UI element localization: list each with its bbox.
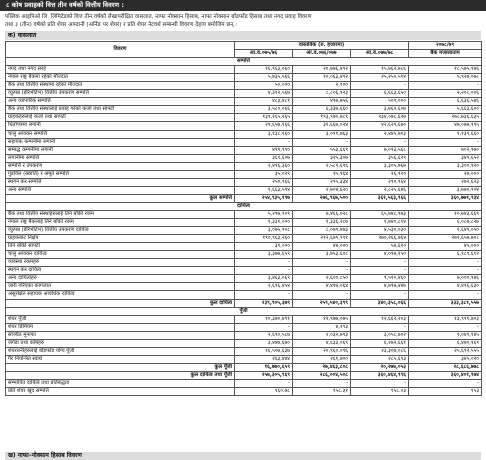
value-cell-year-2: - bbox=[293, 138, 351, 146]
value-cell-year-4: ६,४७०,१६९ bbox=[409, 339, 482, 347]
value-cell-year-2: २,७०४,६२० bbox=[293, 186, 351, 194]
value-cell-year-1: - bbox=[235, 267, 293, 275]
row-label: चालु आयकर दायित्व bbox=[6, 251, 235, 259]
value-cell-year-3: २८५,६९३ bbox=[351, 355, 409, 363]
table-row bbox=[6, 178, 482, 186]
table-row bbox=[6, 74, 482, 82]
row-label: सहायक कम्पनीमा लगानी bbox=[6, 138, 235, 146]
value-cell-year-3: २७०,२६६,७६४ bbox=[351, 235, 409, 243]
value-cell-year-3: - bbox=[351, 259, 409, 267]
value-cell-year-2: २०,९६०,०९६ bbox=[293, 347, 351, 355]
value-cell-year-4: १५३ bbox=[409, 388, 482, 396]
value-cell-year-2: ३१,६६७,०२४ bbox=[293, 122, 351, 130]
table-row bbox=[6, 138, 482, 146]
row-label: लगानीमा सम्पत्ति bbox=[6, 154, 235, 162]
value-cell-year-1: २५४,९३५,१९७ bbox=[235, 194, 293, 202]
total-row bbox=[6, 299, 482, 307]
row-label: नेपाल राष्ट्र बैंकलाई तिर्न बाँकी रकम bbox=[6, 219, 235, 227]
value-cell-year-2: २९५,३३४ bbox=[293, 178, 351, 186]
value-cell-year-3: ३,७६०,६०७ bbox=[351, 106, 409, 114]
intro-line-1: पब्लिक आइपिओ लि. लिमिटेडको वित्त तीन वर्षको लेखापरीक्षित वासलात, नाफा नोक्सान हिसाब, नाफा नोक्सान बाँडफाँड हिसाब तथा नगद प्रवाह विवरण bbox=[5, 14, 312, 20]
row-label: अन्य व्यापारिक सम्पत्ति bbox=[6, 98, 235, 106]
value-cell-year-2: ३,०९१,७६३ bbox=[293, 130, 351, 138]
value-cell-year-4: ७०२,९७० bbox=[409, 146, 482, 154]
value-cell-year-2: २८६,००४,५०८ bbox=[293, 371, 351, 379]
value-cell-year-3: २,४४५,७१३ bbox=[351, 130, 409, 138]
value-cell-year-3: - bbox=[351, 138, 409, 146]
value-cell-year-3: ३६१,५६३,९६६ bbox=[351, 194, 409, 202]
row-label: चालु आयकर सम्पत्ति bbox=[6, 130, 235, 138]
value-cell-year-3: २,८२५,६४६ bbox=[351, 186, 409, 194]
row-label: सम्बद्ध कम्पनीमा लगानी bbox=[6, 146, 235, 154]
value-cell-year-2: ७,४६६,०२८ bbox=[293, 210, 351, 218]
value-cell-year-4: १८,५७५,१७६ bbox=[409, 66, 482, 74]
total-row bbox=[6, 194, 482, 202]
column-header-projected: २०७८/७९ bbox=[409, 42, 482, 50]
value-cell-year-2: २,०३२,७९३ bbox=[293, 331, 351, 339]
table-row bbox=[6, 347, 482, 355]
table-row bbox=[6, 154, 482, 162]
row-label: ग्राहकबाट निक्षेप bbox=[6, 235, 235, 243]
row-label: स्थगन कर दायित्व bbox=[6, 267, 235, 275]
value-cell-year-1: ३५,०२९ bbox=[235, 170, 293, 178]
value-cell-year-2: १,३३६,२८७ bbox=[293, 219, 351, 227]
table-row bbox=[6, 243, 482, 251]
table-row bbox=[6, 122, 482, 130]
column-header-year-3: आ.व.०७७/७८ bbox=[351, 50, 409, 58]
value-cell-year-1: ३,०७५,९०८ bbox=[235, 227, 293, 235]
table-row bbox=[6, 283, 482, 291]
column-header-year-1: आ.व.०७५/७६ bbox=[235, 50, 293, 58]
column-header-year-2: आ.व.०७६/०७७ bbox=[293, 50, 351, 58]
row-label: कुल दायित्व तथा पूँजी bbox=[6, 371, 235, 379]
table-row bbox=[6, 323, 482, 331]
row-label: अन्य दायित्वहरु bbox=[6, 275, 235, 283]
value-cell-year-2: २७,४६३,८०८ bbox=[293, 363, 351, 371]
value-cell-year-4: ३,७७०,९०४ bbox=[409, 186, 482, 194]
value-cell-year-4: ६,९८९,६१२ bbox=[409, 251, 482, 259]
table-row bbox=[6, 66, 482, 74]
value-cell-year-4: २७,००० bbox=[409, 170, 482, 178]
row-label: कुल पूँजी bbox=[6, 363, 235, 371]
table-row bbox=[6, 162, 482, 170]
value-cell-year-1: २५७,३०५,९६९ bbox=[235, 371, 293, 379]
value-cell-year-2: - bbox=[293, 379, 351, 387]
table-row bbox=[6, 251, 482, 259]
row-label: असुरक्षित सहायक आवधिक दायित्व bbox=[6, 291, 235, 299]
table-row bbox=[6, 210, 482, 218]
value-cell-year-3: ४२,६२९,६७० bbox=[351, 122, 409, 130]
value-cell-year-1: ३,१३८,१६० bbox=[235, 130, 293, 138]
value-cell-year-1: १६,७७०,६५९ bbox=[235, 363, 293, 371]
row-label: नेपाल राष्ट्र बैंकमा रहेको मौज्दात bbox=[6, 74, 235, 82]
value-cell-year-2: ५५३,६६९ bbox=[293, 146, 351, 154]
value-cell-year-1: ३,३७७,६५९ bbox=[235, 251, 293, 259]
value-cell-year-3: ३,३०५,७६७ bbox=[351, 162, 409, 170]
group-heading-label: पूँजी bbox=[6, 307, 482, 315]
value-cell-year-3: ३६०,४६४,९९६ bbox=[351, 371, 409, 379]
value-cell-year-1: ५०,००० bbox=[235, 82, 293, 90]
row-label: स्थगन कर सम्पत्ति bbox=[6, 178, 235, 186]
value-cell-year-4: २७१,६५७,७०८ bbox=[409, 235, 482, 243]
value-cell-year-2: ८,०७९,४७३ bbox=[293, 227, 351, 235]
value-cell-year-4: ७,०००,९४६ bbox=[409, 275, 482, 283]
table-row bbox=[6, 291, 482, 299]
table-row bbox=[6, 186, 482, 194]
value-cell-year-3: ६,२७२,६६१ bbox=[351, 339, 409, 347]
row-label: जगेडा तथा कोषहरु bbox=[6, 339, 235, 347]
value-cell-year-2: ६,३३७,६६० bbox=[293, 106, 351, 114]
value-cell-year-4: - bbox=[409, 259, 482, 267]
value-cell-year-2: २०,७७६,४९२ bbox=[293, 66, 351, 74]
table-row bbox=[6, 339, 482, 347]
value-cell-year-1: - bbox=[235, 138, 293, 146]
value-cell-year-3: १२,६६२,२०३ bbox=[351, 315, 409, 323]
value-cell-year-4: ६,०८७,८२७ bbox=[409, 219, 482, 227]
value-cell-year-1: ३६९,६०७ bbox=[235, 154, 293, 162]
value-cell-year-3: १,७४०,८१४ bbox=[351, 219, 409, 227]
column-header-actual: वास्तविक (रु. हजारमा) bbox=[235, 42, 409, 50]
value-cell-year-2: १५८.३१ bbox=[293, 388, 351, 396]
table-row bbox=[6, 267, 482, 275]
value-cell-year-4: २,२०८,००६ bbox=[409, 90, 482, 98]
value-cell-year-3: १५,७६२,७८६ bbox=[351, 66, 409, 74]
table-row bbox=[6, 331, 482, 339]
intro-paragraph bbox=[5, 13, 483, 29]
table-row bbox=[6, 379, 482, 387]
row-label: बैंक तथा वित्तीय संस्थाहरुलाई तिर्न बाँकी रकम bbox=[6, 210, 235, 218]
value-cell-year-4: - bbox=[409, 291, 482, 299]
value-cell-year-3: १५८.०३ bbox=[351, 388, 409, 396]
value-cell-year-1: ४८३,४८१ bbox=[235, 98, 293, 106]
value-cell-year-1: - bbox=[235, 379, 293, 387]
value-cell-year-1: ३,४६३,०६९ bbox=[235, 275, 293, 283]
row-label: अन्य सम्पत्ति bbox=[6, 186, 235, 194]
table-row bbox=[6, 275, 482, 283]
value-cell-year-4: ३४९,६५२ bbox=[409, 154, 482, 162]
value-cell-year-4: - bbox=[409, 82, 482, 90]
row-label: नगद तथा नगद सरह bbox=[6, 66, 235, 74]
group-heading-label: दायित्व bbox=[6, 202, 482, 210]
value-cell-year-3: - bbox=[351, 267, 409, 275]
value-cell-year-1: ३,५८०,०६६ bbox=[235, 106, 293, 114]
value-cell-year-1: २,४९६,३६० bbox=[235, 162, 293, 170]
column-header-particulars: विवरण bbox=[6, 42, 235, 58]
value-cell-year-4: ३६०,४०१,९७४ bbox=[409, 371, 482, 379]
value-cell-year-1: १९०,९६३,२६० bbox=[235, 235, 293, 243]
row-label: ग्राहकहरुलाई कर्जा तथा सापटी bbox=[6, 114, 235, 122]
value-cell-year-2: ४,२९३ bbox=[293, 323, 351, 331]
value-cell-year-2: - bbox=[293, 259, 351, 267]
section-header: ८ कोष प्रवाहको वित्त तीन वर्षको वित्तीय विवरण : bbox=[0, 0, 486, 11]
value-cell-year-2: ४,६३३,०६९ bbox=[293, 339, 351, 347]
value-cell-year-1: २६३,४४४ bbox=[235, 355, 293, 363]
value-cell-year-3: ३,०५८,७०२ bbox=[351, 331, 409, 339]
value-cell-year-1: १०,३७०,४९१ bbox=[235, 315, 293, 323]
value-cell-year-4: २८,६८६,७७८ bbox=[409, 363, 482, 371]
row-label: बैंक तथा वित्तीय संस्थालाई प्रवाह गरेको कर्जा तथा सापटी bbox=[6, 106, 235, 114]
row-label: गुडविल (ख्याति) र अमूर्त सम्पत्ति bbox=[6, 170, 235, 178]
value-cell-year-2: २,६००,८५० bbox=[293, 275, 351, 283]
value-cell-year-3: ९,५१०,४६० bbox=[351, 275, 409, 283]
value-cell-year-3: - bbox=[351, 82, 409, 90]
value-cell-year-1: ५,२९७,९०९ bbox=[235, 210, 293, 218]
group-heading-row bbox=[6, 307, 482, 315]
value-cell-year-2: ४९७,७५६ bbox=[293, 98, 351, 106]
row-label: शेयरधनीहरुलाई बाँडफाँड योग्य पूँजी bbox=[6, 347, 235, 355]
table-row bbox=[6, 98, 482, 106]
value-cell-year-4: ३,३००,९२० bbox=[409, 162, 482, 170]
value-cell-year-1: १६,५०७,६३७ bbox=[235, 347, 293, 355]
value-cell-year-2: १९३,९७०,७८९ bbox=[293, 114, 351, 122]
total-row bbox=[6, 371, 482, 379]
value-cell-year-3: ४,७९७,४४७ bbox=[351, 283, 409, 291]
profit-loss-heading: ख) नाफा–नोक्सान हिसाब विवरण bbox=[5, 452, 481, 460]
balance-sheet-heading: क) वासलात bbox=[5, 31, 481, 40]
table-row bbox=[6, 82, 482, 90]
table-row bbox=[6, 388, 482, 396]
value-cell-year-1: १६०.७८ bbox=[235, 388, 293, 396]
value-cell-year-3: २५,२५०,५१४ bbox=[351, 74, 409, 82]
value-cell-year-2: ३२५,३०७ bbox=[293, 154, 351, 162]
value-cell-year-3: ३५६,६२९ bbox=[351, 154, 409, 162]
group-heading-row bbox=[6, 202, 482, 210]
value-cell-year-1: ३,४४७,६७० bbox=[235, 339, 293, 347]
value-cell-year-4: - bbox=[409, 138, 482, 146]
value-cell-year-1: ४९९,९९० bbox=[235, 146, 293, 154]
group-heading-row bbox=[6, 58, 482, 66]
value-cell-year-2: ८,८०६,९२३ bbox=[293, 90, 351, 98]
row-label: जारी गरिएका कागजात bbox=[6, 283, 235, 291]
value-cell-year-4: २७८,७३६,६३५ bbox=[409, 114, 482, 122]
value-cell-year-4: ३४५,०२० bbox=[409, 355, 482, 363]
row-label: गैर नियन्त्रित स्वार्थ bbox=[6, 355, 235, 363]
value-cell-year-2: ४,४१७,०६४ bbox=[293, 283, 351, 291]
value-cell-year-2: २१२,६७९,९९१ bbox=[293, 235, 351, 243]
value-cell-year-2: १०,०६३,४९२ bbox=[293, 74, 351, 82]
table-row bbox=[6, 259, 482, 267]
row-label: शेयर पूँजी bbox=[6, 315, 235, 323]
total-row bbox=[6, 363, 482, 371]
row-label: व्युत्पन्न (डेरिभेटिभ) वित्तीय उपकरण दायित्व bbox=[6, 227, 235, 235]
row-label: धितोपत्रमा लगानी bbox=[6, 122, 235, 130]
value-cell-year-4: - bbox=[409, 323, 482, 331]
table-row bbox=[6, 235, 482, 243]
balance-sheet-table bbox=[5, 41, 482, 396]
value-cell-year-2: - bbox=[293, 291, 351, 299]
value-cell-year-3: ३४०,३५८,०६६ bbox=[351, 299, 409, 307]
value-cell-year-1: ३९,००० bbox=[235, 243, 293, 251]
value-cell-year-3: ५०९,००० bbox=[351, 98, 409, 106]
value-cell-year-3: ६५,७४८,९७३ bbox=[351, 210, 409, 218]
value-cell-year-1: - bbox=[235, 259, 293, 267]
row-label: कुल सम्पत्ति bbox=[6, 194, 235, 202]
value-cell-year-2: २५९,५४०,३९९ bbox=[293, 299, 351, 307]
row-label: तिर्न बाँकी सापटी bbox=[6, 243, 235, 251]
value-cell-year-1: २९,६५७,१६६ bbox=[235, 122, 293, 130]
value-cell-year-1: १,६६३,५९४ bbox=[235, 186, 293, 194]
value-cell-year-4: ३३३,३८१,५५७ bbox=[409, 299, 482, 307]
table-row bbox=[6, 315, 482, 323]
value-cell-year-3: ७,०९३,५६८ bbox=[351, 146, 409, 154]
value-cell-year-4: १,१३९,६६० bbox=[409, 130, 482, 138]
table-row bbox=[6, 90, 482, 98]
value-cell-year-1: ५,७३५,५६६ bbox=[235, 74, 293, 82]
value-cell-year-1: - bbox=[235, 291, 293, 299]
value-cell-year-3: ४,५३०,०३० bbox=[351, 227, 409, 235]
group-heading-label: सम्पत्ति bbox=[6, 58, 482, 66]
value-cell-year-4: - bbox=[409, 379, 482, 387]
value-cell-year-1: २,६९०,५८७ bbox=[235, 331, 293, 339]
value-cell-year-2: ४४,००० bbox=[293, 243, 351, 251]
value-cell-year-3: २६,९२० bbox=[351, 170, 409, 178]
value-cell-year-1: २५०,९६६ bbox=[235, 178, 293, 186]
value-cell-year-3: - bbox=[351, 379, 409, 387]
value-cell-year-3: २३४,०७८,६२७ bbox=[351, 114, 409, 122]
table-row bbox=[6, 130, 482, 138]
table-row bbox=[6, 227, 482, 235]
value-cell-year-4: ६,६३६,५४६ bbox=[409, 98, 482, 106]
value-cell-year-1: १३९,१६५,२६५ bbox=[235, 114, 293, 122]
value-cell-year-3: २०,२७७,०५३ bbox=[351, 363, 409, 371]
row-label: बैंक तथा वित्तीय संस्थामा रहेको मौज्दात bbox=[6, 82, 235, 90]
value-cell-year-2: - bbox=[293, 267, 351, 275]
value-cell-year-4: १०,७४३,६६९ bbox=[409, 210, 482, 218]
row-label: सञ्चित मुनाफा bbox=[6, 331, 235, 339]
value-cell-year-3: ४,०९७,१५० bbox=[351, 251, 409, 259]
row-label: शेयर प्रिमियम bbox=[6, 323, 235, 331]
value-cell-year-2: २६१,७०० bbox=[293, 355, 351, 363]
table-row bbox=[6, 106, 482, 114]
value-cell-year-4: ५,६६३,६०० bbox=[409, 106, 482, 114]
row-label: सम्भावित दायित्व तथा प्रतिबद्धता bbox=[6, 379, 235, 387]
value-cell-year-4: १,६४९,०५० bbox=[409, 227, 482, 235]
value-cell-year-4: १३,९९१,७०३ bbox=[409, 315, 482, 323]
value-cell-year-3: ५४,६१० bbox=[351, 243, 409, 251]
table-row bbox=[6, 146, 482, 154]
value-cell-year-3: - bbox=[351, 291, 409, 299]
value-cell-year-4: ४७,०७७,९९५ bbox=[409, 122, 482, 130]
intro-line-2: तथा ३ (तीन) वर्षको प्रति शेयर आम्दानी (अर्निङ पर शेयर) र प्रति शेयर नेटवर्थ सम्बन्धी विवरण देहाय बमोजिम छन् : bbox=[5, 22, 238, 28]
value-cell-year-4: १,०४९,१४५ bbox=[409, 331, 482, 339]
value-cell-year-2: २७६,९६७,५०० bbox=[293, 194, 351, 202]
value-cell-year-1: - bbox=[235, 323, 293, 331]
table-row bbox=[6, 170, 482, 178]
row-label: प्रति शेयर खुद सम्पत्ति bbox=[6, 388, 235, 396]
value-cell-year-2: २,५८९,६९६ bbox=[293, 162, 351, 170]
table-row bbox=[6, 219, 482, 227]
value-cell-year-2: २५,९६४ bbox=[293, 170, 351, 178]
value-cell-year-3: ६,६६३,६५० bbox=[351, 90, 409, 98]
value-cell-year-1: १,३३१,००० bbox=[235, 219, 293, 227]
table-row bbox=[6, 114, 482, 122]
row-label: कुल दायित्व bbox=[6, 299, 235, 307]
value-cell-year-1: २३९,९०५,३७९ bbox=[235, 299, 293, 307]
value-cell-year-2: २,१०० bbox=[293, 82, 351, 90]
value-cell-year-4: ४५,००० bbox=[409, 243, 482, 251]
value-cell-year-4: ५,९२७,०७८ bbox=[409, 74, 482, 82]
value-cell-year-2: ३,७५३,६०८ bbox=[293, 251, 351, 259]
value-cell-year-3: २९०,९६४ bbox=[351, 178, 409, 186]
value-cell-year-2: १२,९७७,०७५ bbox=[293, 315, 351, 323]
value-cell-year-3: २३,३०७,०८६ bbox=[351, 347, 409, 355]
table-row bbox=[6, 355, 482, 363]
value-cell-year-1: १६,९६३,०६० bbox=[235, 66, 293, 74]
row-label: सम्पत्ति र उपकरण bbox=[6, 162, 235, 170]
column-header-year-4: बैक मजालाताम bbox=[409, 50, 482, 58]
value-cell-year-4: - bbox=[409, 267, 482, 275]
value-cell-year-3: - bbox=[351, 323, 409, 331]
value-cell-year-4: २५,६९२,५५५ bbox=[409, 347, 482, 355]
value-cell-year-1: २,६९६,४५४ bbox=[235, 283, 293, 291]
value-cell-year-4: ३६०,७७१,९३४ bbox=[409, 194, 482, 202]
row-label: व्युत्पन्न (डेरिभेटिभ) वित्तीय उपकरण सम्पत्ति bbox=[6, 90, 235, 98]
value-cell-year-1: ४,३१२,५६७ bbox=[235, 90, 293, 98]
value-cell-year-4: ४,४९६,६३० bbox=[409, 283, 482, 291]
value-cell-year-4: २७२,६२३ bbox=[409, 178, 482, 186]
row-label: व्यवस्था रकमहरु bbox=[6, 259, 235, 267]
